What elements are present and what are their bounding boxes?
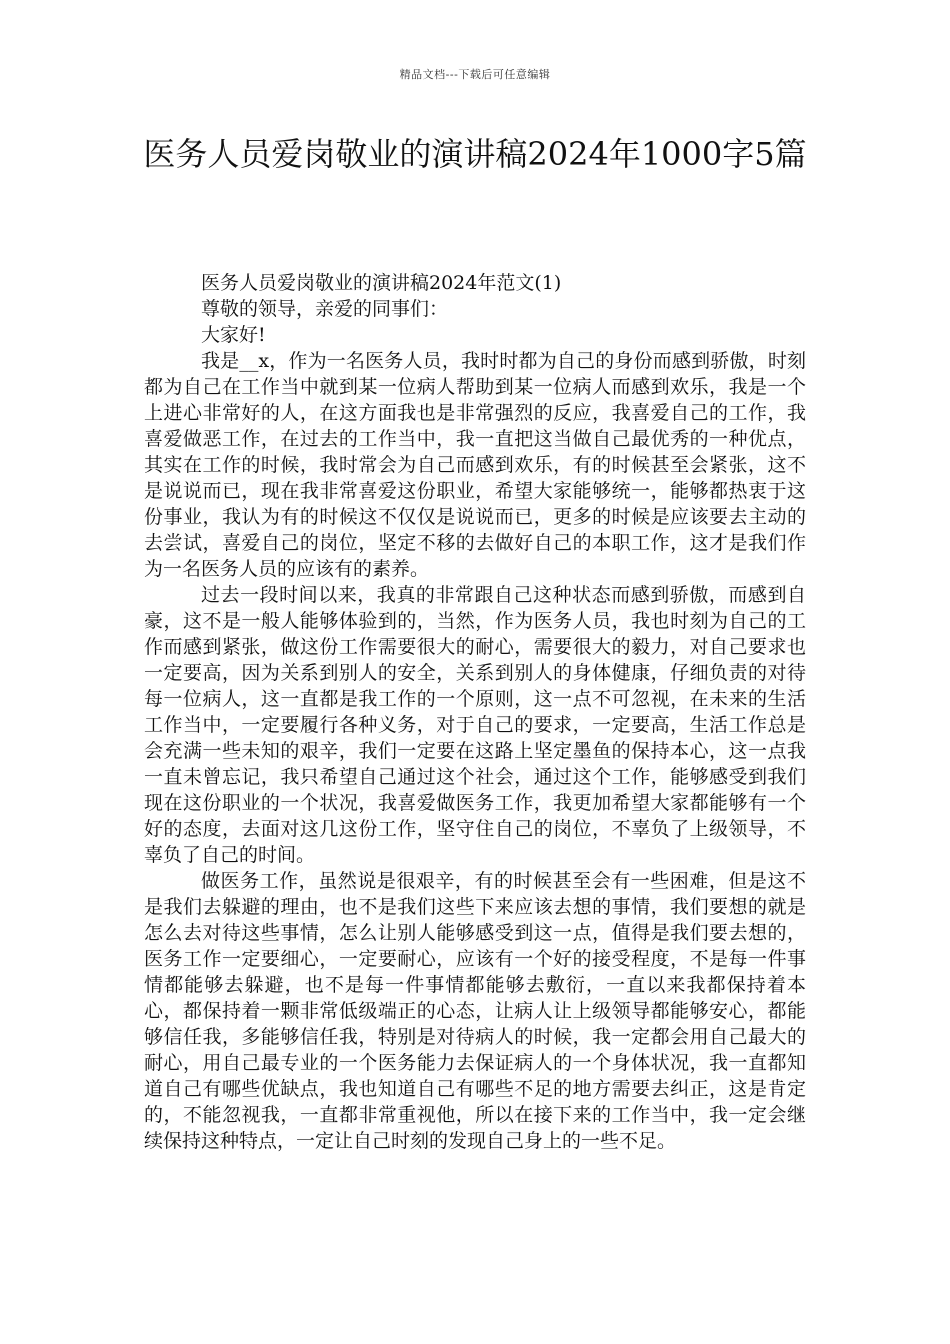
paragraph: 我是__x，作为一名医务人员，我时时都为自己的身份而感到骄傲，时刻都为自己在工作当中就到某一位病人帮助到某一位病人而感到欢乐，我是一个上进心非常好的人，在这方面我也是非常强烈的反应，我喜爱自己的工作，我喜爱做恶工作，在过去的工作当中，我一直把这当做自己最优秀的一种优点，其实在工作的时候，我时常会为自己而感到欢乐，有的时候甚至会紧张，这不是说说而已，现在我非常喜爱这份职业，希望大家能够统一，能够都热衷于这份事业，我认为有的时候这不仅仅是说说而已，更多的时候是应该要去主动的去尝试，喜爱自己的岗位，坚定不移的去做好自己的本职工作，这才是我们作为一名医务人员的应该有的素养。 <box>144 350 806 580</box>
section-title: 医务人员爱岗敬业的演讲稿2024年范文(1) <box>201 272 562 294</box>
header-note: 精品文档---下载后可任意编辑 <box>399 68 551 81</box>
greeting: 大家好! <box>201 324 266 346</box>
document-body <box>144 270 806 1154</box>
document-title: 医务人员爱岗敬业的演讲稿2024年1000字5篇 <box>143 135 807 173</box>
paragraph: 做医务工作，虽然说是很艰辛，有的时候甚至会有一些困难，但是这不是我们去躲避的理由，也不是我们这些下来应该去想的事情，我们要想的就是怎么去对待这些事情，怎么让别人能够感受到这一点，值得是我们要去想的，医务工作一定要细心，一定要耐心，应该有一个好的接受程度，不是每一件事情都能够去躲避，也不是每一件事情都能够去敷衍，一直以来我都保持着本心，都保持着一颗非常低级端正的心态，让病人让上级领导都能够安心，都能够信任我，多能够信任我，特别是对待病人的时候，我一定都会用自己最大的耐心，用自己最专业的一个医务能力去保证病人的一个身体状况，我一直都知道自己有哪些优缺点，我也知道自己有哪些不足的地方需要去纠正，这是肯定的，不能忽视我，一直都非常重视他，所以在接下来的工作当中，我一定会继续保持这种特点，一定让自己时刻的发现自己身上的一些不足。 <box>144 870 806 1152</box>
salutation: 尊敬的领导，亲爱的同事们： <box>201 298 449 320</box>
paragraph: 过去一段时间以来，我真的非常跟自己这种状态而感到骄傲，而感到自豪，这不是一般人能够体验到的，当然，作为医务人员，我也时刻为自己的工作而感到紧张，做这份工作需要很大的耐心，需要很大的毅力，对自己要求也一定要高，因为关系到别人的安全，关系到别人的身体健康，仔细负责的对待每一位病人，这一直都是我工作的一个原则，这一点不可忽视，在未来的生活工作当中，一定要履行各种义务，对于自己的要求，一定要高，生活工作总是会充满一些未知的艰辛，我们一定要在这路上坚定墨鱼的保持本心，这一点我一直未曾忘记，我只希望自己通过这个社会，通过这个工作，能够感受到我们现在这份职业的一个状况，我喜爱做医务工作，我更加希望大家都能够有一个好的态度，去面对这几这份工作，坚守住自己的岗位，不辜负了上级领导，不辜负了自己的时间。 <box>144 584 806 866</box>
